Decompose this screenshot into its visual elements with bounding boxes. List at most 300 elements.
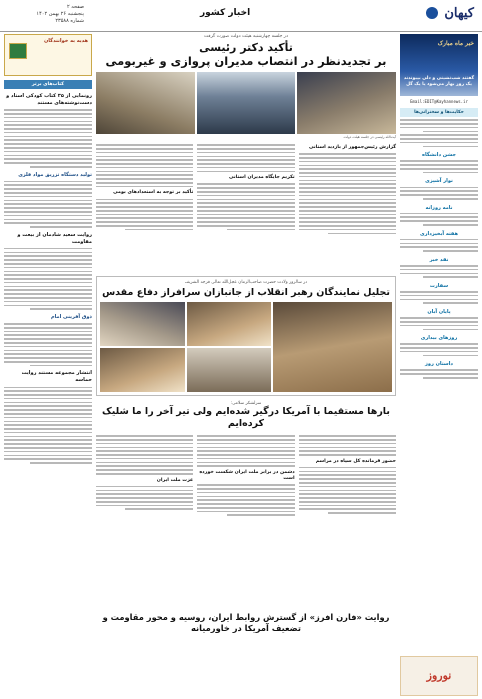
issue-number: شماره ۲۳۵۸۸ [55, 18, 84, 24]
text-line [4, 293, 92, 295]
text-line [197, 206, 294, 208]
text-line [423, 276, 478, 278]
text-line [299, 183, 396, 185]
text-line [4, 421, 92, 423]
text-line [197, 202, 294, 204]
kicker-1: در جلسه چهارشنبه هیئت دولت صورت گرفت [204, 34, 288, 39]
kicker-2: در سالروز ولادت حضرت صاحب‌الزمان عجل‌الله تعالی فرجه الشریف [184, 280, 308, 285]
text-line [299, 161, 396, 163]
text-line [299, 214, 396, 216]
text-line [125, 229, 193, 231]
text-line [4, 121, 92, 123]
text-line [4, 252, 92, 254]
text-line [4, 357, 92, 359]
text-line [197, 167, 294, 169]
text-line [197, 163, 294, 165]
text-line [96, 167, 193, 169]
text-line [4, 432, 92, 434]
text-line [423, 146, 478, 148]
text-line [400, 347, 478, 349]
text-line [4, 278, 92, 280]
text-line [197, 199, 294, 201]
text-line [400, 190, 478, 192]
left-subhead: ذوق آفرینی امام [50, 313, 92, 320]
text-line [299, 180, 396, 182]
text-line [4, 128, 92, 130]
right-subhead: نامه روزانه [425, 204, 453, 211]
text-line [197, 191, 294, 193]
news-photo[interactable] [187, 348, 272, 392]
article-subhead: گزارش رئیس‌جمهور از بازدید استانی [309, 145, 396, 150]
text-line [4, 301, 92, 303]
right-subhead: پایان آبان [427, 309, 451, 315]
photo-strip [96, 72, 396, 134]
left-subhead: تولید دستگاه تزریق مواد فلزی [18, 171, 92, 178]
text-line [4, 353, 92, 355]
gift-box-icon [9, 43, 27, 59]
text-line [30, 308, 92, 310]
text-line [197, 214, 294, 216]
text-line [4, 248, 92, 250]
text-line [197, 187, 294, 189]
text-line [96, 435, 193, 437]
news-photo[interactable] [100, 302, 185, 346]
right-subhead: نقد خبر [429, 256, 449, 263]
text-line [197, 496, 294, 498]
article-subhead: تکریم جایگاه مدیران استانی [229, 175, 295, 181]
text-line [197, 458, 294, 460]
text-line [4, 181, 92, 183]
text-line [197, 447, 294, 449]
text-line [197, 488, 294, 490]
text-line [4, 428, 92, 430]
text-line [400, 239, 478, 241]
text-line [4, 447, 92, 449]
text-line [400, 142, 478, 144]
text-line [400, 369, 478, 371]
text-line [30, 226, 92, 228]
text-line [4, 350, 92, 352]
text-line [4, 155, 92, 157]
issue-page: صفحه ۲ [67, 4, 84, 10]
news-photo[interactable] [100, 348, 185, 392]
photo-grid [100, 302, 392, 392]
text-line [30, 365, 92, 367]
text-line [227, 514, 295, 516]
text-line [299, 165, 396, 167]
gift-ad-title: هدیه به خوانندگان [44, 38, 88, 44]
headline-2[interactable]: تجلیل نمایندگان رهبر انقلاب از جانبازان سرافراز دفاع مقدس [102, 287, 390, 298]
article-column [299, 433, 396, 583]
text-line [96, 465, 193, 467]
text-line [423, 329, 478, 331]
text-line [400, 325, 478, 327]
text-line [299, 210, 396, 212]
text-line [400, 119, 478, 121]
text-line [4, 338, 92, 340]
article-column [197, 142, 294, 272]
text-line [96, 159, 193, 161]
text-line [4, 267, 92, 269]
text-line [299, 229, 396, 231]
text-line [4, 158, 92, 160]
text-line [299, 497, 396, 499]
text-line [96, 171, 193, 173]
text-line [4, 192, 92, 194]
news-photo[interactable] [197, 72, 296, 134]
text-line [96, 210, 193, 212]
text-line [299, 467, 396, 469]
text-line [197, 195, 294, 197]
text-line [4, 436, 92, 438]
headline-1-line-1[interactable]: تأکید دکتر رئیسی [199, 41, 293, 54]
text-line [299, 505, 396, 507]
text-line [96, 462, 193, 464]
text-line [4, 263, 92, 265]
text-line [96, 458, 193, 460]
text-line [423, 250, 478, 252]
text-line [96, 447, 193, 449]
text-line [4, 132, 92, 134]
promo-banner[interactable] [400, 34, 478, 96]
text-line [4, 271, 92, 273]
text-line [299, 486, 396, 488]
right-subhead: روزهای بیداری [420, 335, 458, 342]
text-line [96, 148, 193, 150]
text-line [299, 482, 396, 484]
text-line [96, 163, 193, 165]
footer-ad[interactable] [400, 656, 478, 696]
text-line [4, 409, 92, 411]
news-photo[interactable] [297, 72, 396, 134]
text-line [4, 323, 92, 325]
text-line [4, 402, 92, 404]
text-line [197, 221, 294, 223]
text-line [299, 490, 396, 492]
text-line [423, 377, 478, 379]
text-line [30, 166, 92, 168]
text-line [299, 447, 396, 449]
text-line [96, 199, 193, 201]
text-line [96, 152, 193, 154]
left-column [4, 34, 92, 696]
text-line [96, 450, 193, 452]
article-column [299, 142, 396, 272]
text-line [96, 505, 193, 507]
text-line [4, 143, 92, 145]
text-line [4, 398, 92, 400]
text-line [4, 184, 92, 186]
contact-email[interactable]: Email:EDIT@Kayhannews.ir [410, 99, 468, 104]
text-line [4, 139, 92, 141]
text-line [400, 164, 478, 166]
text-line [423, 224, 478, 226]
text-line [423, 302, 478, 304]
article-subhead: حضور فرمانده کل سپاه در مراسم [315, 458, 396, 464]
text-line [125, 508, 193, 510]
text-line [299, 435, 396, 437]
text-line [96, 217, 193, 219]
text-line [197, 462, 294, 464]
text-line [4, 255, 92, 257]
veterans-story [96, 276, 396, 396]
main-content [96, 34, 396, 696]
text-line [400, 213, 478, 215]
article-subhead: عزت ملت ایران [156, 477, 194, 483]
news-photo[interactable] [187, 302, 272, 346]
text-line [299, 471, 396, 473]
text-line [4, 147, 92, 149]
text-line [96, 497, 193, 499]
text-line [4, 162, 92, 164]
text-line [400, 373, 478, 375]
article-column [96, 433, 193, 583]
text-line [400, 265, 478, 267]
text-line [4, 346, 92, 348]
logo-text: کیهان [444, 6, 474, 21]
text-line [299, 172, 396, 174]
text-line [299, 202, 396, 204]
text-line [423, 131, 478, 133]
text-line [4, 305, 92, 307]
text-line [4, 342, 92, 344]
text-line [197, 148, 294, 150]
text-line [96, 156, 193, 158]
text-line [400, 127, 478, 129]
text-line [4, 117, 92, 119]
text-line [96, 206, 193, 208]
text-line [4, 417, 92, 419]
article-column [96, 142, 193, 272]
text-line [4, 334, 92, 336]
text-line [30, 462, 92, 464]
text-line [328, 233, 396, 235]
text-line [96, 454, 193, 456]
text-line [227, 229, 295, 231]
text-line [4, 215, 92, 217]
text-line [423, 355, 478, 357]
text-line [299, 478, 396, 480]
footer-ad-logo: نوروز [426, 669, 452, 682]
text-line [4, 394, 92, 396]
text-line [96, 202, 193, 204]
text-line [197, 225, 294, 227]
text-line [197, 217, 294, 219]
text-line [400, 216, 478, 218]
kicker-3: سرلشکر سلامی: [230, 401, 262, 406]
text-line [299, 501, 396, 503]
text-line [96, 221, 193, 223]
section-title: اخبار کشور [200, 8, 251, 18]
text-line [197, 503, 294, 505]
text-line [4, 274, 92, 276]
text-line [96, 501, 193, 503]
text-line [197, 484, 294, 486]
promo-body: گفتند شب‌نشینی و دلی بپیوندند یک روز بهار می‌شود یا یک گل [403, 76, 475, 87]
text-line [4, 289, 92, 291]
kayhan-logo[interactable] [426, 4, 474, 28]
text-line [299, 221, 396, 223]
text-line [197, 159, 294, 161]
text-line [400, 134, 478, 136]
news-photo[interactable] [96, 72, 195, 134]
text-line [96, 493, 193, 495]
article-columns-1 [96, 142, 396, 272]
issue-info [4, 4, 84, 25]
text-line [4, 331, 92, 333]
issue-date: پنجشنبه ۲۶ بهمن ۱۴۰۲ [36, 11, 84, 17]
text-line [299, 168, 396, 170]
headline-4[interactable]: روایت «فارن افرز» از گسترش روابط ایران، روسیه و محور مقاومت و تضعیف آمریکا در خاورمیانه [102, 612, 390, 633]
text-line [400, 269, 478, 271]
text-line [4, 207, 92, 209]
text-line [197, 492, 294, 494]
text-line [4, 361, 92, 363]
right-column [400, 34, 478, 696]
left-subhead: رونمایی از ۳۵ کتاب کودکی استاد و دست‌نوشته‌های مستند [6, 93, 92, 106]
text-line [400, 187, 478, 189]
text-line [4, 405, 92, 407]
masthead [0, 0, 482, 32]
text-line [4, 219, 92, 221]
text-line [400, 291, 478, 293]
text-line [96, 225, 193, 227]
text-line [4, 124, 92, 126]
text-line [4, 222, 92, 224]
text-line [197, 499, 294, 501]
text-line [4, 390, 92, 392]
text-line [423, 198, 478, 200]
text-line [400, 321, 478, 323]
text-line [96, 473, 193, 475]
text-line [197, 183, 294, 185]
right-subhead: داستان روز [425, 361, 453, 368]
text-line [197, 435, 294, 437]
news-photo[interactable] [273, 302, 392, 392]
text-line [197, 465, 294, 467]
text-line [299, 199, 396, 201]
article-subhead: دشمن در برابر ملت ایران شکست خورده است [199, 470, 295, 482]
text-line [423, 172, 478, 174]
text-line [400, 273, 478, 275]
text-line [96, 439, 193, 441]
text-line [299, 443, 396, 445]
text-line [197, 156, 294, 158]
text-line [400, 123, 478, 125]
text-line [4, 200, 92, 202]
article-subhead: تأکید بر توجه به استعدادهای بومی [113, 190, 194, 196]
text-line [299, 225, 396, 227]
article-columns-3 [96, 433, 396, 583]
text-line [4, 136, 92, 138]
text-line [400, 295, 478, 297]
right-subhead: جشن دانشگاه [422, 152, 456, 159]
left-column-header: کتاب‌های برتر [4, 80, 92, 89]
text-line [4, 286, 92, 288]
text-line [299, 153, 396, 155]
text-line [400, 351, 478, 353]
text-line [299, 474, 396, 476]
logo-emblem-icon [426, 7, 438, 19]
text-line [4, 424, 92, 426]
text-line [4, 297, 92, 299]
text-line [197, 443, 294, 445]
text-line [299, 206, 396, 208]
text-line [4, 443, 92, 445]
text-line [197, 210, 294, 212]
text-line [96, 182, 193, 184]
right-subhead: سفارت [429, 282, 449, 289]
text-line [400, 220, 478, 222]
text-line [299, 454, 396, 456]
right-subhead: هفته آبخیزداری [420, 230, 458, 237]
text-line [299, 493, 396, 495]
gift-advertisement[interactable] [4, 34, 92, 76]
text-line [96, 486, 193, 488]
text-line [4, 439, 92, 441]
text-line [328, 512, 396, 514]
promo-title: خبر ماه مبارک [437, 40, 474, 47]
text-line [96, 214, 193, 216]
text-line [4, 211, 92, 213]
text-line [4, 458, 92, 460]
right-subhead: نوار آشپزی [425, 178, 453, 185]
text-line [400, 343, 478, 345]
headline-1-line-2[interactable]: بر تجدیدنظر در انتصاب مدیران پروازی و غیربومی [105, 54, 387, 68]
text-line [197, 450, 294, 452]
text-line [4, 413, 92, 415]
text-line [197, 144, 294, 146]
text-line [96, 490, 193, 492]
text-line [96, 186, 193, 188]
headline-3[interactable]: بارها مستقیما با آمریکا درگیر شده‌ایم ولی تیر آخر را ما شلیک کرده‌ایم [102, 406, 390, 429]
text-line [400, 317, 478, 319]
text-line [197, 507, 294, 509]
right-column-header: حکایت‌ها و سخنرانی‌ها [400, 108, 478, 117]
text-line [299, 217, 396, 219]
text-line [299, 187, 396, 189]
text-line [400, 243, 478, 245]
text-line [400, 299, 478, 301]
text-line [4, 282, 92, 284]
text-line [299, 508, 396, 510]
left-subhead: انتشار مجموعه مستند روایت حماسه [21, 370, 92, 384]
text-line [299, 195, 396, 197]
text-line [4, 196, 92, 198]
text-line [299, 157, 396, 159]
text-line [4, 109, 92, 111]
text-line [4, 451, 92, 453]
text-line [96, 174, 193, 176]
text-line [4, 151, 92, 153]
text-line [400, 168, 478, 170]
text-line [4, 188, 92, 190]
article-column [197, 433, 294, 583]
text-line [96, 443, 193, 445]
text-line [197, 171, 294, 173]
text-line [4, 203, 92, 205]
left-subhead: روایت سعید شادمان از بیعت و مقاومت [17, 231, 92, 245]
text-line [299, 176, 396, 178]
text-line [4, 387, 92, 389]
text-line [197, 152, 294, 154]
text-line [4, 259, 92, 261]
text-line [4, 455, 92, 457]
text-line [96, 469, 193, 471]
text-line [197, 511, 294, 513]
text-line [96, 178, 193, 180]
text-line [400, 160, 478, 162]
